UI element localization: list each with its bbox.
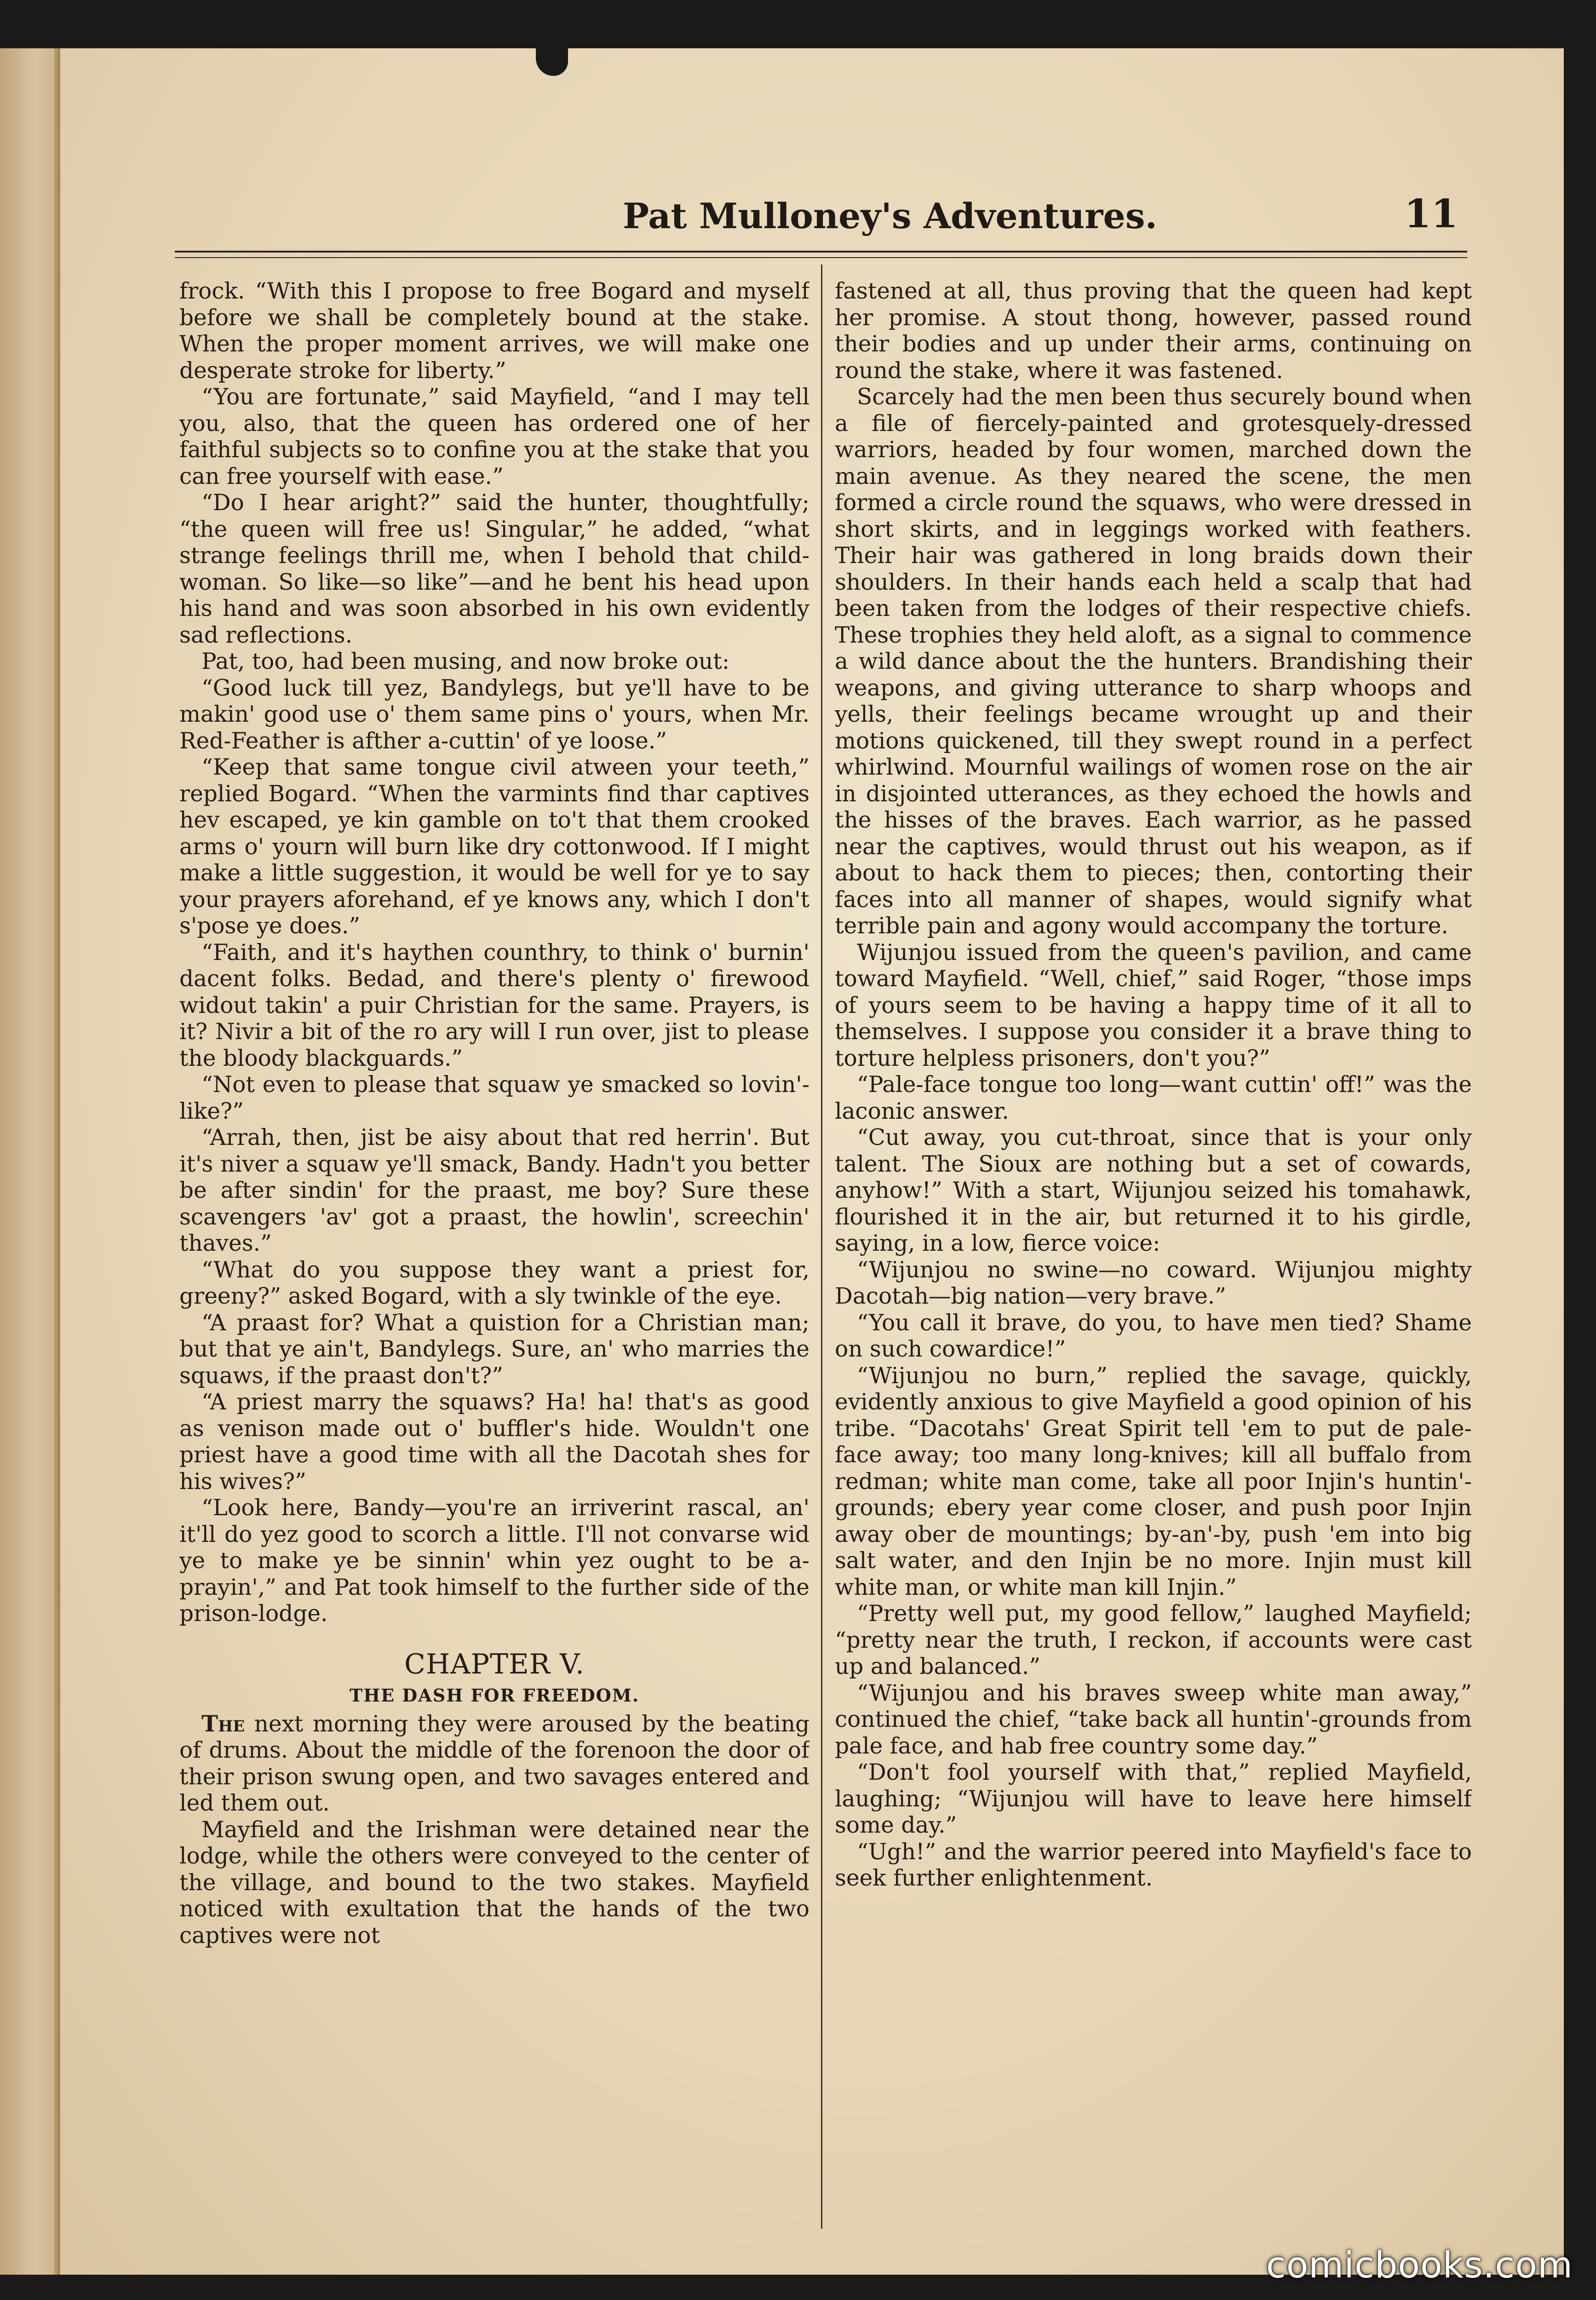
paragraph: Pat, too, had been musing, and now broke out: bbox=[201, 649, 730, 674]
paragraph: “What do you suppose they want a priest for, greeny?” asked Bogard, with a sly twinkle of the eye. bbox=[179, 1257, 809, 1309]
paragraph: “Wijunjou and his braves sweep white man away,” continued the chief, “take back all huntin'-grounds from pale face, and hab free country some day.” bbox=[835, 1680, 1472, 1759]
paragraph: “You are fortunate,” said Mayfield, “and I may tell you, also, that the queen has ordered one of her faithful subjects so to confine you at the stake that you can free yourself with ease.” bbox=[179, 384, 809, 489]
column-divider bbox=[821, 264, 822, 2229]
paragraph-text: next morning they were aroused by the beating of drums. About the middle of the forenoon the door of their prison swung open, and two savages entered and led them out. bbox=[179, 1711, 809, 1816]
paragraph: “Ugh!” and the warrior peered into Mayfield's face to seek further enlightenment. bbox=[835, 1839, 1472, 1891]
paragraph: “A praast for? What a quistion for a Christian man; but that ye ain't, Bandylegs. Sure, an' who marries the squaws, if the praast don't?” bbox=[179, 1310, 809, 1389]
right-column bbox=[835, 278, 1472, 2210]
left-column bbox=[179, 278, 809, 2210]
page-number: 11 bbox=[1404, 191, 1458, 236]
chapter-heading: CHAPTER V. bbox=[404, 1648, 585, 1680]
paragraph: “A priest marry the squaws? Ha! ha! that's as good as venison made out o' buffler's hide. Wouldn't one priest have a good time with all the Dacotah shes for his wives?” bbox=[179, 1389, 809, 1495]
paragraph: “Pale-face tongue too long—want cuttin' off!” was the laconic answer. bbox=[835, 1072, 1472, 1124]
paragraph: Wijunjou issued from the queen's pavilion, and came toward Mayfield. “Well, chief,” said Roger, “those imps of yours seem to be having a happy time of it all to themselves. I suppose you consider it a brave thing to torture helpless prisoners, don't you?” bbox=[835, 939, 1472, 1071]
paragraph bbox=[179, 1711, 809, 1817]
page-gutter bbox=[0, 48, 60, 2275]
paragraph: Scarcely had the men been thus securely bound when a file of fiercely-painted and grotesquely-dressed warriors, headed by four women, marched down the main avenue. As they neared the scene, the men formed a circle round the squaws, who were dressed in short skirts, and in leggings worked with feathers. Their hair was gathered in long braids down their shoulders. In their hands each held a scalp that had been taken from the lodges of their respective chiefs. These trophies they held aloft, as a signal to commence a wild dance about the the hunters. Brandishing their weapons, and giving utterance to sharp whoops and yells, their feelings became wrought up and their motions quickened, till they swept round in a perfect whirlwind. Mournful wailings of women rose on the air in disjointed utterances, as they echoed the howls and the hisses of the braves. Each warrior, as he passed near the captives, would thrust out his weapon, as if about to hack them to pieces; then, contorting their faces into all manner of shapes, would signify what terrible pain and agony would accompany the torture. bbox=[835, 384, 1472, 939]
paragraph: “Not even to please that squaw ye smacked so lovin'-like?” bbox=[179, 1072, 809, 1124]
paragraph: frock. “With this I propose to free Bogard and myself before we shall be completely bound at the stake. When the proper moment arrives, we will make one desperate stroke for liberty.” bbox=[179, 278, 809, 384]
paragraph: “Good luck till yez, Bandylegs, but ye'll have to be makin' good use o' them same pins o' yours, when Mr. Red-Feather is afther a-cuttin' of ye loose.” bbox=[179, 675, 809, 754]
paragraph: “Arrah, then, jist be aisy about that red herrin'. But it's niver a squaw ye'll smack, Bandy. Hadn't you better be after sindin' for the praast, me boy? Sure these scavengers 'av' got a praast, the howlin', screechin' thaves.” bbox=[179, 1125, 809, 1256]
header-rule bbox=[175, 251, 1467, 258]
paragraph: “Cut away, you cut-throat, since that is your only talent. The Sioux are nothing but a set of cowards, anyhow!” With a start, Wijunjou seized his tomahawk, flourished it in the air, but returned it to his girdle, saying, in a low, fierce voice: bbox=[835, 1125, 1472, 1256]
paragraph: “You call it brave, do you, to have men tied? Shame on such cowardice!” bbox=[835, 1310, 1472, 1362]
lead-word: The bbox=[201, 1710, 245, 1737]
gutter-fold-line bbox=[54, 48, 59, 2275]
paragraph: “Wijunjou no burn,” replied the savage, quickly, evidently anxious to give Mayfield a good opinion of his tribe. “Dacotahs' Great Spirit tell 'em to put de pale-face away; too many long-knives; kill all buffalo from redman; white man come, take all poor Injin's huntin'-grounds; ebery year come closer, and push poor Injin away ober de mountings; by-an'-by, push 'em into big salt water, and den Injin be no more. Injin must kill white man, or white man kill Injin.” bbox=[835, 1363, 1472, 1600]
paragraph: “Faith, and it's haythen counthry, to think o' burnin' dacent folks. Bedad, and there's plenty o' firewood widout takin' a puir Christian for the same. Prayers, is it? Nivir a bit of the ro ary will I run over, jist to please the bloody blackguards.” bbox=[179, 939, 809, 1071]
paragraph: “Do I hear aright?” said the hunter, thoughtfully; “the queen will free us! Singular,” he added, “what strange feelings thrill me, when I behold that child-woman. So like—so like”—and he bent his head upon his hand and was soon absorbed in his own evidently sad reflections. bbox=[179, 490, 809, 648]
page-header bbox=[175, 186, 1467, 255]
paragraph: “Don't fool yourself with that,” replied Mayfield, laughing; “Wijunjou will have to leave here himself some day.” bbox=[835, 1760, 1472, 1838]
paragraph: “Look here, Bandy—you're an irriverint rascal, an' it'll do yez good to scorch a little. I'll not convarse wid ye to make ye be sinnin' whin yez ought to be a-prayin',” and Pat took himself to the further side of the prison-lodge. bbox=[179, 1495, 809, 1627]
book-page bbox=[0, 48, 1564, 2275]
paragraph: “Keep that same tongue civil atween your teeth,” replied Bogard. “When the varmints find thar captives hev escaped, ye kin gamble on to't that them crooked arms o' yourn will burn like dry cottonwood. If I might make a little suggestion, it would be well for ye to say your prayers aforehand, ef ye knows any, which I don't s'pose ye does.” bbox=[179, 754, 809, 939]
watermark: comicbooks.com bbox=[1266, 2245, 1573, 2286]
paragraph: “Wijunjou no swine—no coward. Wijunjou mighty Dacotah—big nation—very brave.” bbox=[835, 1257, 1472, 1309]
paragraph: “Pretty well put, my good fellow,” laughed Mayfield; “pretty near the truth, I reckon, if accounts were cast up and balanced.” bbox=[835, 1601, 1472, 1679]
paragraph: fastened at all, thus proving that the queen had kept her promise. A stout thong, however, passed round their bodies and up under their arms, continuing on round the stake, where it was fastened. bbox=[835, 278, 1472, 384]
page-tear bbox=[536, 48, 568, 76]
running-title: Pat Mulloney's Adventures. bbox=[623, 196, 1157, 236]
chapter-subtitle: THE DASH FOR FREEDOM. bbox=[349, 1685, 640, 1706]
paragraph: Mayfield and the Irishman were detained near the lodge, while the others were conveyed to the center of the village, and bound to the two stakes. Mayfield noticed with exultation that the hands of the two captives were not bbox=[179, 1817, 809, 1949]
